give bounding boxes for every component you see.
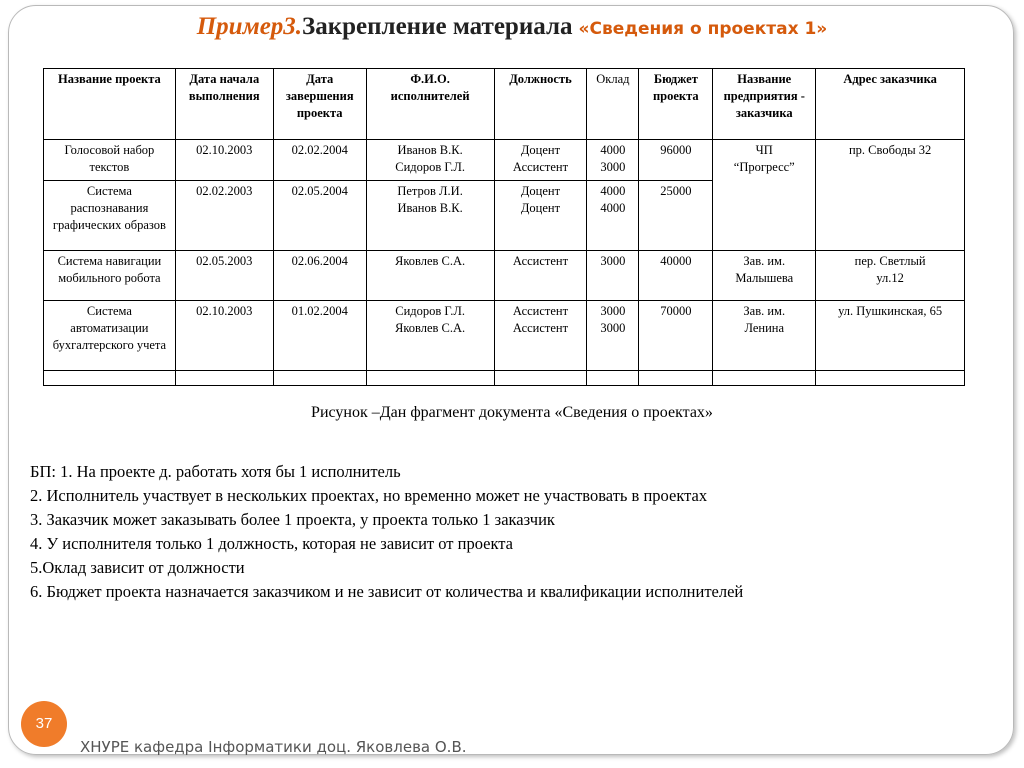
address-line: пер. Светлый — [854, 254, 926, 268]
person: Сидоров Г.Л. — [395, 160, 465, 174]
header-cell: Название проекта — [44, 69, 176, 140]
position: Доцент — [520, 184, 561, 198]
address-line: пр. Свободы 32 — [848, 143, 932, 157]
person: Петров Л.И. — [397, 184, 463, 198]
start-date-cell: 02.02.2003 — [175, 181, 273, 251]
people-cell — [366, 140, 494, 181]
rule-line: 4. У исполнителя только 1 должность, которая не зависит от проекта — [30, 534, 514, 553]
company-line: Зав. им. — [743, 254, 786, 268]
header-cell: Адрес заказчика — [816, 69, 965, 140]
budget-cell: 25000 — [639, 181, 713, 251]
projects-table — [43, 68, 965, 386]
salary: 4000 — [600, 184, 626, 198]
title-main: Закрепление материала — [302, 13, 573, 40]
person: Иванов В.К. — [397, 143, 463, 157]
title-example: Пример3. — [196, 13, 303, 40]
position-cell — [494, 301, 587, 371]
position: Доцент — [520, 143, 561, 157]
rule-line: 6. Бюджет проекта назначается заказчиком и не зависит от количества и квалификации исполнителей — [30, 582, 744, 601]
rule-line: 5.Оклад зависит от должности — [30, 558, 245, 577]
header-cell: Бюджет проекта — [639, 69, 713, 140]
figure-caption: Рисунок –Дан фрагмент документа «Сведения о проектах» — [311, 404, 713, 421]
title-sub: «Сведения о проектах 1» — [578, 19, 828, 39]
project-name-cell: Система автоматизации бухгалтерского учета — [44, 301, 176, 371]
company-line: ЧП — [755, 143, 773, 157]
company-line: Зав. им. — [743, 304, 786, 318]
salary-cell — [587, 181, 639, 251]
position: Ассистент — [512, 321, 569, 335]
address-cell — [816, 251, 965, 301]
salary: 3000 — [600, 254, 626, 268]
budget-cell: 96000 — [639, 140, 713, 181]
position: Ассистент — [512, 254, 569, 268]
person: Яковлев С.А. — [394, 254, 466, 268]
position: Ассистент — [512, 304, 569, 318]
page-number-badge: 37 — [21, 701, 67, 747]
person: Иванов В.К. — [397, 201, 463, 215]
table-row — [44, 251, 965, 301]
salary: 3000 — [600, 160, 626, 174]
company-line: “Прогресс” — [733, 160, 795, 174]
salary: 4000 — [600, 201, 626, 215]
business-rules — [30, 460, 743, 604]
end-date-cell: 02.05.2004 — [273, 181, 366, 251]
header-cell: Дата начала выполнения — [175, 69, 273, 140]
header-cell: Должность — [494, 69, 587, 140]
salary: 3000 — [600, 304, 626, 318]
company-line: Малышева — [735, 271, 794, 285]
address-cell — [816, 140, 965, 251]
table-row-empty — [44, 371, 965, 386]
project-name-cell: Голосовой набор текстов — [44, 140, 176, 181]
header-cell: Оклад — [587, 69, 639, 140]
project-name-cell: Система навигации мобильного робота — [44, 251, 176, 301]
position: Доцент — [520, 201, 561, 215]
person: Яковлев С.А. — [394, 321, 466, 335]
footer-text: ХНУРЕ кафедра Інформатики доц. Яковлева О.В. — [80, 738, 467, 756]
company-line: Ленина — [744, 321, 785, 335]
rule-line: 2. Исполнитель участвует в нескольких проектах, но временно может не участвовать в проектах — [30, 486, 708, 505]
rule-line: 3. Заказчик может заказывать более 1 проекта, у проекта только 1 заказчик — [30, 510, 555, 529]
header-cell: Ф.И.О. исполнителей — [366, 69, 494, 140]
table-header-row — [44, 69, 965, 140]
header-cell: Дата завершения проекта — [273, 69, 366, 140]
table-row — [44, 301, 965, 371]
company-cell — [713, 301, 816, 371]
rule-line: БП: 1. На проекте д. работать хотя бы 1 исполнитель — [30, 462, 401, 481]
project-name-cell: Система распознавания графических образов — [44, 181, 176, 251]
person: Сидоров Г.Л. — [395, 304, 465, 318]
start-date-cell: 02.10.2003 — [175, 301, 273, 371]
company-cell — [713, 140, 816, 251]
people-cell — [366, 251, 494, 301]
address-line: ул.12 — [876, 271, 904, 285]
header-cell: Название предприятия - заказчика — [713, 69, 816, 140]
address-line: ул. Пушкинская, 65 — [838, 304, 943, 318]
end-date-cell: 01.02.2004 — [273, 301, 366, 371]
position-cell — [494, 140, 587, 181]
position-cell — [494, 181, 587, 251]
start-date-cell: 02.10.2003 — [175, 140, 273, 181]
salary-cell — [587, 140, 639, 181]
budget-cell: 70000 — [639, 301, 713, 371]
salary: 4000 — [600, 143, 626, 157]
company-cell — [713, 251, 816, 301]
salary-cell — [587, 251, 639, 301]
position: Ассистент — [512, 160, 569, 174]
start-date-cell: 02.05.2003 — [175, 251, 273, 301]
position-cell — [494, 251, 587, 301]
people-cell — [366, 181, 494, 251]
people-cell — [366, 301, 494, 371]
end-date-cell: 02.02.2004 — [273, 140, 366, 181]
slide-title — [0, 13, 1024, 41]
table-row — [44, 140, 965, 181]
address-cell — [816, 301, 965, 371]
salary-cell — [587, 301, 639, 371]
budget-cell: 40000 — [639, 251, 713, 301]
end-date-cell: 02.06.2004 — [273, 251, 366, 301]
salary: 3000 — [600, 321, 626, 335]
